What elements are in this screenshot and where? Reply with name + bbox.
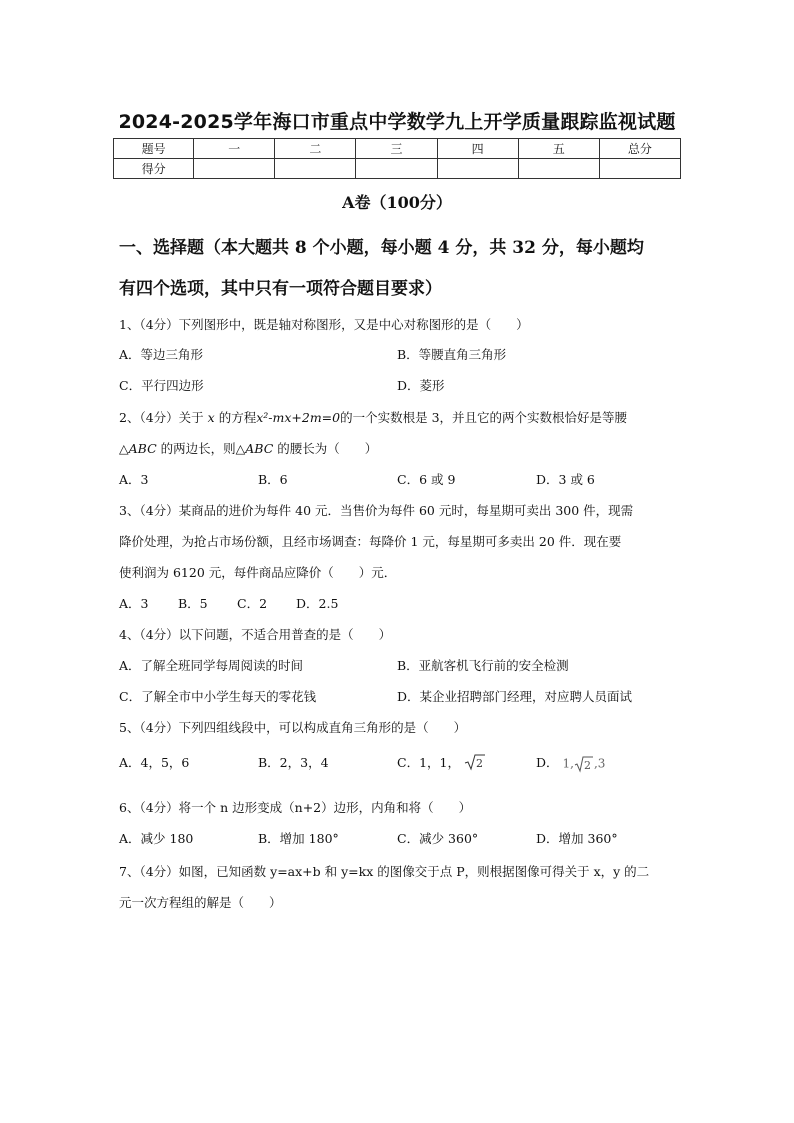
question-6-option-b: B．增加 180° — [258, 831, 339, 846]
question-2-stem-line1 — [119, 408, 627, 426]
score-table-score-row — [114, 159, 681, 179]
score-input-cell — [518, 159, 599, 179]
question-5-option-d — [536, 753, 605, 773]
score-table — [113, 138, 681, 179]
question-4-stem: 4、（4分）以下问题，不适合用普查的是（ ） — [119, 627, 392, 642]
question-4-option-a: A．了解全班同学每周阅读的时间 — [119, 658, 304, 673]
score-cell: 四 — [437, 139, 518, 159]
question-3-stem-line2: 降价处理，为抢占市场份额，且经市场调查：每降价 1 元，每星期可多卖出 20 件．现在要 — [119, 534, 622, 549]
question-6-stem: 6、（4分）将一个 n 边形变成（n+2）边形，内角和将（ ） — [119, 800, 472, 815]
q2-text: 的方程 — [218, 410, 257, 425]
question-5-option-a: A．4，5，6 — [119, 755, 190, 770]
q2-text: 的两边长，则△ — [160, 441, 246, 456]
question-6-option-d: D．增加 360° — [536, 831, 618, 846]
score-input-cell — [356, 159, 437, 179]
q5-d-value: 1, — [562, 756, 574, 770]
score-table-header-row — [114, 139, 681, 159]
q2-variable: x — [207, 410, 215, 425]
question-4-option-c: C．了解全市中小学生每天的零花钱 — [119, 689, 317, 704]
question-1-option-d: D．菱形 — [397, 378, 445, 393]
q5-option-d-values — [563, 755, 606, 773]
q2-triangle-name: ABC — [128, 441, 157, 456]
question-2-option-a: A．3 — [119, 472, 149, 487]
score-cell: 得分 — [114, 159, 194, 179]
question-1-option-c: C．平行四边形 — [119, 378, 204, 393]
exam-title: 2024-2025学年海口市重点中学数学九上开学质量跟踪监视试题 — [118, 111, 676, 133]
q2-triangle-name: ABC — [245, 441, 274, 456]
question-3-option-b: B．5 — [178, 596, 208, 611]
score-input-cell — [194, 159, 275, 179]
score-cell: 五 — [518, 139, 599, 159]
sqrt-radicand: 2 — [583, 758, 591, 772]
question-6-option-c: C．减少 360° — [397, 831, 479, 846]
q5-option-d-text: D． — [536, 755, 559, 770]
question-7-stem-line1: 7、（4分）如图，已知函数 y=ax+b 和 y=kx 的图像交于点 P，则根据图像可得关于 x，y 的二 — [119, 864, 650, 879]
q5-d-value: ,3 — [593, 756, 606, 770]
question-2-option-d: D．3 或 6 — [536, 472, 595, 487]
score-cell: 题号 — [114, 139, 194, 159]
question-4-option-d: D．某企业招聘部门经理，对应聘人员面试 — [397, 689, 633, 704]
question-3-option-c: C．2 — [237, 596, 268, 611]
q5-option-c-text: C．1，1， — [397, 755, 460, 770]
question-1-stem: 1、（4分）下列图形中，既是轴对称图形，又是中心对称图形的是（ ） — [119, 317, 529, 332]
part1-heading-line2: 有四个选项，其中只有一项符合题目要求） — [119, 279, 442, 299]
q2-text: △ — [119, 441, 129, 456]
sqrt-symbol — [464, 753, 486, 774]
score-cell: 二 — [275, 139, 356, 159]
question-4-option-b: B．亚航客机飞行前的安全检测 — [397, 658, 569, 673]
q2-text: 的腰长为（ ） — [277, 441, 378, 456]
score-input-cell — [275, 159, 356, 179]
score-cell: 一 — [194, 139, 275, 159]
score-cell: 三 — [356, 139, 437, 159]
question-1-option-a: A．等边三角形 — [119, 347, 204, 362]
question-2-option-c: C．6 或 9 — [397, 472, 456, 487]
question-2-option-b: B．6 — [258, 472, 288, 487]
q2-text: 2、（4分）关于 — [119, 410, 204, 425]
q2-text: 的一个实数根是 3，并且它的两个实数根恰好是等腰 — [340, 410, 628, 425]
question-1-option-b: B．等腰直角三角形 — [397, 347, 507, 362]
question-3-stem-line1: 3、（4分）某商品的进价为每件 40 元．当售价为每件 60 元时，每星期可卖出 300 件，现需 — [119, 503, 634, 518]
question-5-option-c — [397, 753, 486, 774]
question-5-stem: 5、（4分）下列四组线段中，可以构成直角三角形的是（ ） — [119, 720, 467, 735]
question-3-option-a: A．3 — [119, 596, 149, 611]
score-input-cell — [599, 159, 680, 179]
question-5-option-b: B．2，3，4 — [258, 755, 329, 770]
sqrt-radicand: 2 — [475, 757, 483, 770]
question-3-option-d: D．2.5 — [296, 596, 339, 611]
part1-heading-line1: 一、选择题（本大题共 8 个小题，每小题 4 分，共 32 分，每小题均 — [119, 238, 644, 258]
question-2-stem-line2 — [119, 439, 377, 457]
q2-equation: x²-mx+2m=0 — [256, 410, 341, 425]
score-input-cell — [437, 159, 518, 179]
question-7-stem-line2: 元一次方程组的解是（ ） — [119, 895, 282, 910]
score-cell: 总分 — [599, 139, 680, 159]
question-6-option-a: A．减少 180 — [119, 831, 194, 846]
question-3-stem-line3: 使利润为 6120 元，每件商品应降价（ ）元． — [119, 565, 397, 580]
section-a-title: A卷（100分） — [342, 193, 452, 212]
